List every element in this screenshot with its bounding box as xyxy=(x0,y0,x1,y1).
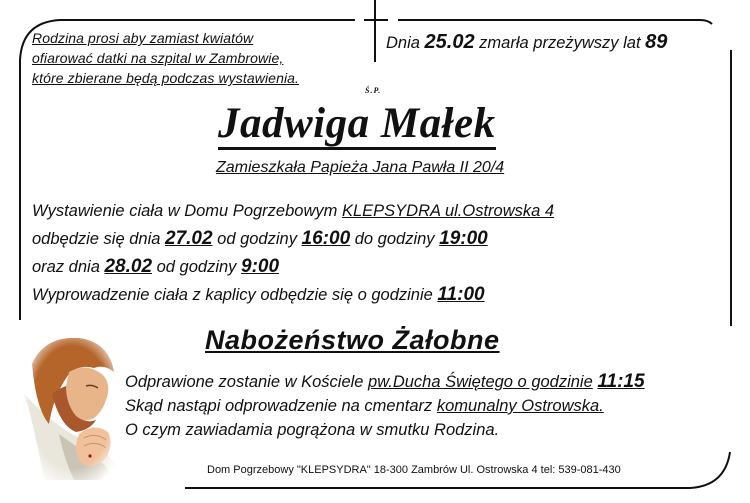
family-request xyxy=(32,28,299,88)
service-details xyxy=(125,370,645,442)
church-name: pw.Ducha Świętego o godzinie xyxy=(368,373,593,391)
viewing-line: Wyprowadzenie ciała z kaplicy odbędzie się o godzinie 11:00 xyxy=(32,284,485,305)
viewing-start-time: 16:00 xyxy=(301,228,351,249)
death-info: Dnia 25.02 zmarła przeżywszy lat 89 xyxy=(386,31,668,53)
praying-jesus-portrait xyxy=(24,334,120,480)
funeral-home-address: KLEPSYDRA ul.Ostrowska 4 xyxy=(341,202,555,220)
viewing-date: 27.02 xyxy=(165,228,213,249)
service-title: Nabożeństwo Żałobne xyxy=(205,325,500,355)
viewing-line: oraz dnia 28.02 od godziny 9:00 xyxy=(32,256,280,277)
cemetery-name: komunalny Ostrowska. xyxy=(436,397,604,415)
viewing-end-time: 19:00 xyxy=(439,228,488,249)
viewing-start-time-2: 9:00 xyxy=(241,256,280,277)
deceased-address: Zamieszkała Papieża Jana Pawła II 20/4 xyxy=(216,159,505,176)
viewing-line: Wystawienie ciała w Domu Pogrzebowym KLEPSYDRA ul.Ostrowska 4 xyxy=(32,202,555,220)
viewing-date-2: 28.02 xyxy=(104,256,153,277)
death-date: 25.02 xyxy=(424,31,475,53)
deceased-name: Jadwiga Małek xyxy=(218,101,496,150)
honorific: Ś.P. xyxy=(365,86,382,95)
service-time: 11:15 xyxy=(597,371,645,392)
viewing-details xyxy=(32,198,554,309)
service-line: Skąd nastąpi odprowadzenie na cmentarz komunalny Ostrowska. xyxy=(125,397,604,415)
family-request-line: Rodzina prosi aby zamiast kwiatów xyxy=(32,30,254,46)
departure-time: 11:00 xyxy=(437,284,485,305)
service-line: O czym zawiadamia pogrążona w smutku Rodzina. xyxy=(125,421,500,439)
family-request-line: ofiarować datki na szpital w Zambrowie, xyxy=(32,50,284,66)
age: 89 xyxy=(645,31,668,53)
funeral-home-footer: Dom Pogrzebowy "KLEPSYDRA" 18-300 Zambrów Ul. Ostrowska 4 tel: 539-081-430 xyxy=(207,464,621,476)
viewing-line: odbędzie się dnia 27.02 od godziny 16:00 do godziny 19:00 xyxy=(32,228,488,249)
family-request-line: które zbierane będą podczas wystawienia. xyxy=(32,70,300,86)
service-line: Odprawione zostanie w Kościele pw.Ducha Świętego o godzinie 11:15 xyxy=(125,371,645,392)
